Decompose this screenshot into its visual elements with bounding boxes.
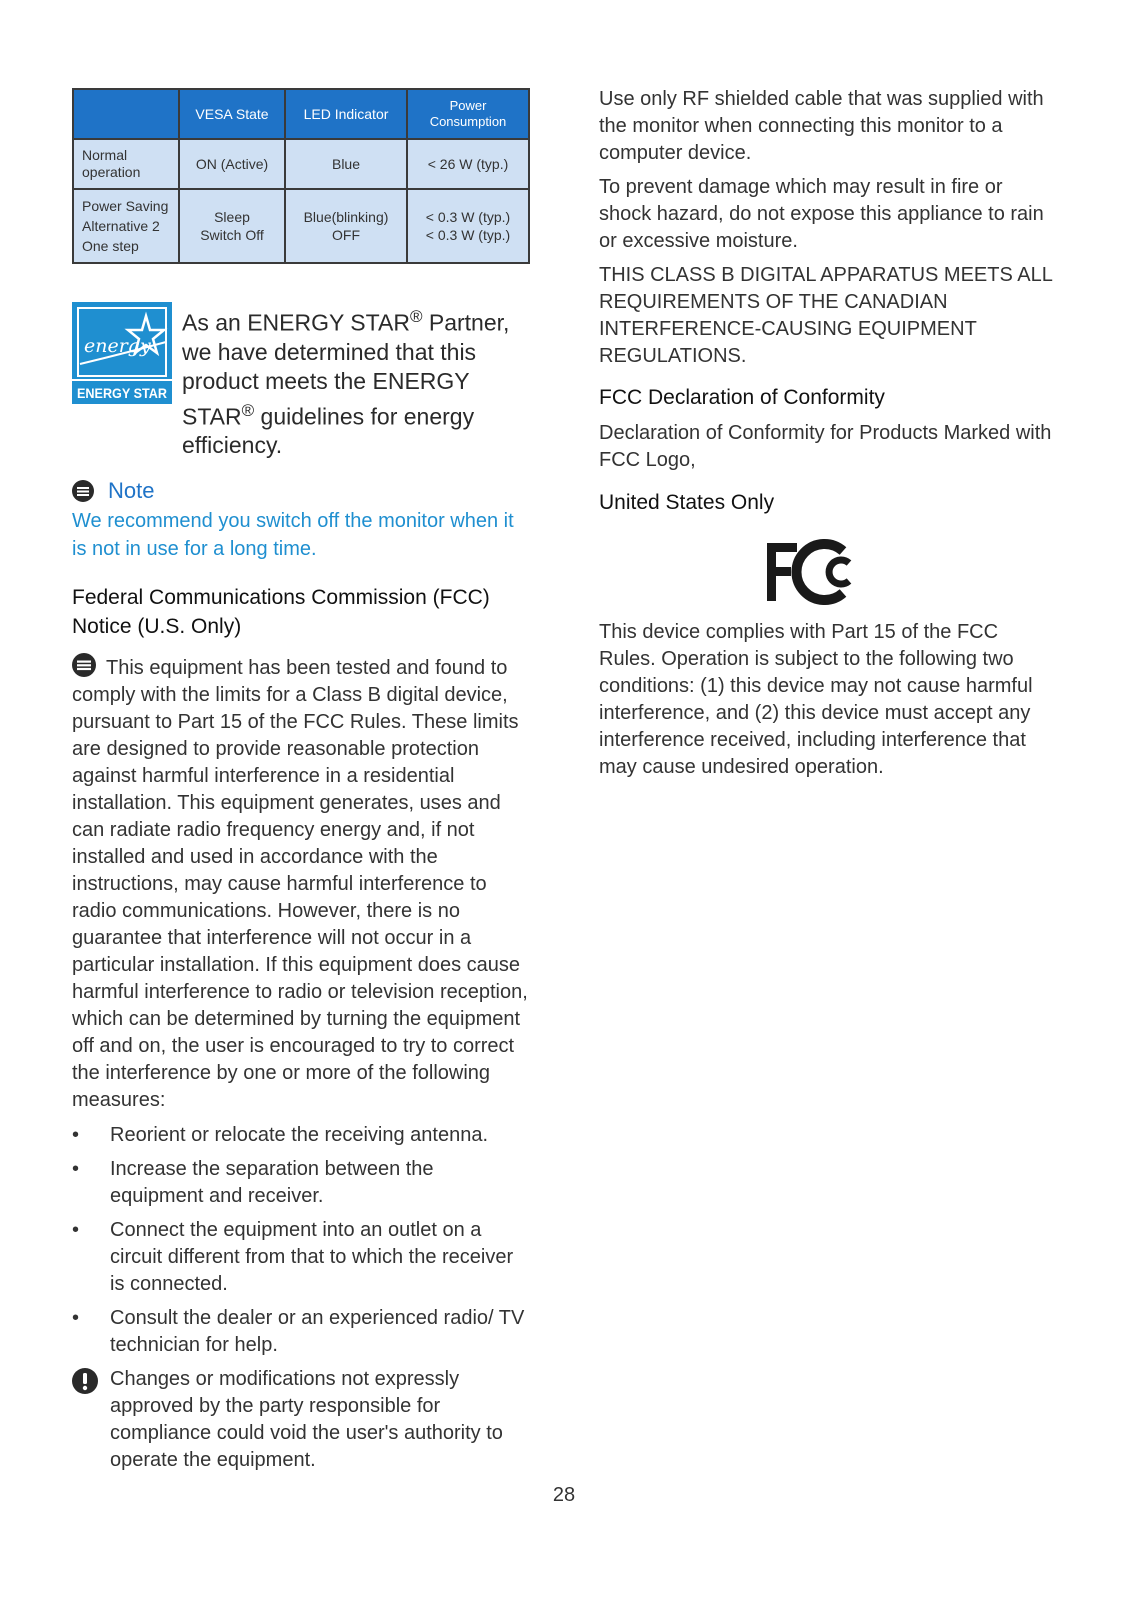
rf-cable-paragraph: Use only RF shielded cable that was supplied with the monitor when connecting this monitor to a computer device. xyxy=(599,88,1044,164)
energy-star-section xyxy=(72,302,532,460)
energy-star-logo-script: energy xyxy=(84,335,151,357)
cell-led-indicator: Blue(blinking) OFF xyxy=(285,189,407,263)
table-header-empty xyxy=(73,89,179,139)
table-header-row xyxy=(73,89,529,139)
note-icon xyxy=(72,480,94,502)
measures-list xyxy=(72,1122,532,1359)
energy-star-text: As an ENERGY STAR® Partner, we have determined that this product meets the ENERGY STAR® guidelines for energy efficiency. xyxy=(182,307,510,459)
table-header-vesa-state: VESA State xyxy=(179,89,285,139)
note-heading xyxy=(72,478,532,504)
united-states-only-heading: United States Only xyxy=(599,491,775,514)
list-item: • Connect the equipment into an outlet on a circuit different from that to which the receiver is connected. xyxy=(72,1219,514,1296)
moisture-paragraph: To prevent damage which may result in fire or shock hazard, do not expose this appliance to rain or excessive moisture. xyxy=(599,176,1044,252)
fcc-logo-icon xyxy=(765,537,860,605)
canadian-regulations-paragraph: THIS CLASS B DIGITAL APPARATUS MEETS ALL REQUIREMENTS OF THE CANADIAN INTERFERENCE-CAUSING EQUIPMENT REGULATIONS. xyxy=(599,264,1053,367)
warning-text: Changes or modifications not expressly approved by the party responsible for compliance could void the user's authority to operate the equipment. xyxy=(110,1368,503,1472)
cell-power: < 26 W (typ.) xyxy=(407,139,529,189)
right-column xyxy=(599,86,1059,781)
row-label-power-saving: Power Saving Alternative 2 One step xyxy=(73,189,179,263)
table-row xyxy=(73,139,529,189)
fcc-notice-paragraph: This equipment has been tested and found to comply with the limits for a Class B digital device, pursuant to Part 15 of the FCC Rules. These limits are designed to provide reasonable protection against harmful interference in a residential installation. This equipment generates, uses and can radiate radio frequency energy and, if not installed and used in accordance with the instructions, may cause harmful interference to radio communications. However, there is no guarantee that interference will not occur in a particular installation. If this equipment does cause harmful interference to radio or television reception, which can be determined by turning the equipment off and on, the user is encouraged to try to correct the interference by one or more of the following measures: xyxy=(72,653,532,1114)
list-item: • Increase the separation between the equipment and receiver. xyxy=(72,1158,434,1208)
fcc-declaration-body: Declaration of Conformity for Products Marked with FCC Logo, xyxy=(599,422,1052,471)
energy-star-logo-icon xyxy=(72,302,172,404)
table-header-led-indicator: LED Indicator xyxy=(285,89,407,139)
note-icon xyxy=(72,653,96,677)
page-number: 28 xyxy=(552,1484,576,1506)
warning-block xyxy=(72,1366,532,1474)
cell-power: < 0.3 W (typ.) < 0.3 W (typ.) xyxy=(407,189,529,263)
cell-vesa-state: Sleep Switch Off xyxy=(179,189,285,263)
table-header-power-consumption: Power Consumption xyxy=(407,89,529,139)
table-row xyxy=(73,189,529,263)
left-column xyxy=(72,88,532,1474)
fcc-declaration-heading: FCC Declaration of Conformity xyxy=(599,386,885,409)
warning-icon xyxy=(72,1368,98,1394)
energy-star-logo-text: ENERGY STAR xyxy=(77,385,167,401)
row-label-normal: Normal operation xyxy=(73,139,179,189)
fcc-notice-heading: Federal Communications Commission (FCC) Notice (U.S. Only) xyxy=(72,586,490,639)
cell-vesa-state: ON (Active) xyxy=(179,139,285,189)
list-item: • Reorient or relocate the receiving antenna. xyxy=(72,1124,489,1147)
note-title: Note xyxy=(108,478,155,504)
list-item: • Consult the dealer or an experienced radio/ TV technician for help. xyxy=(72,1307,525,1357)
power-consumption-table xyxy=(72,88,530,264)
compliance-paragraph: This device complies with Part 15 of the FCC Rules. Operation is subject to the following two conditions: (1) this device may not cause harmful interference, and (2) this device must accept any interference received, including interference that may cause undesired operation. xyxy=(599,621,1033,778)
cell-led-indicator: Blue xyxy=(285,139,407,189)
note-body: We recommend you switch off the monitor when it is not in use for a long time. xyxy=(72,510,514,561)
